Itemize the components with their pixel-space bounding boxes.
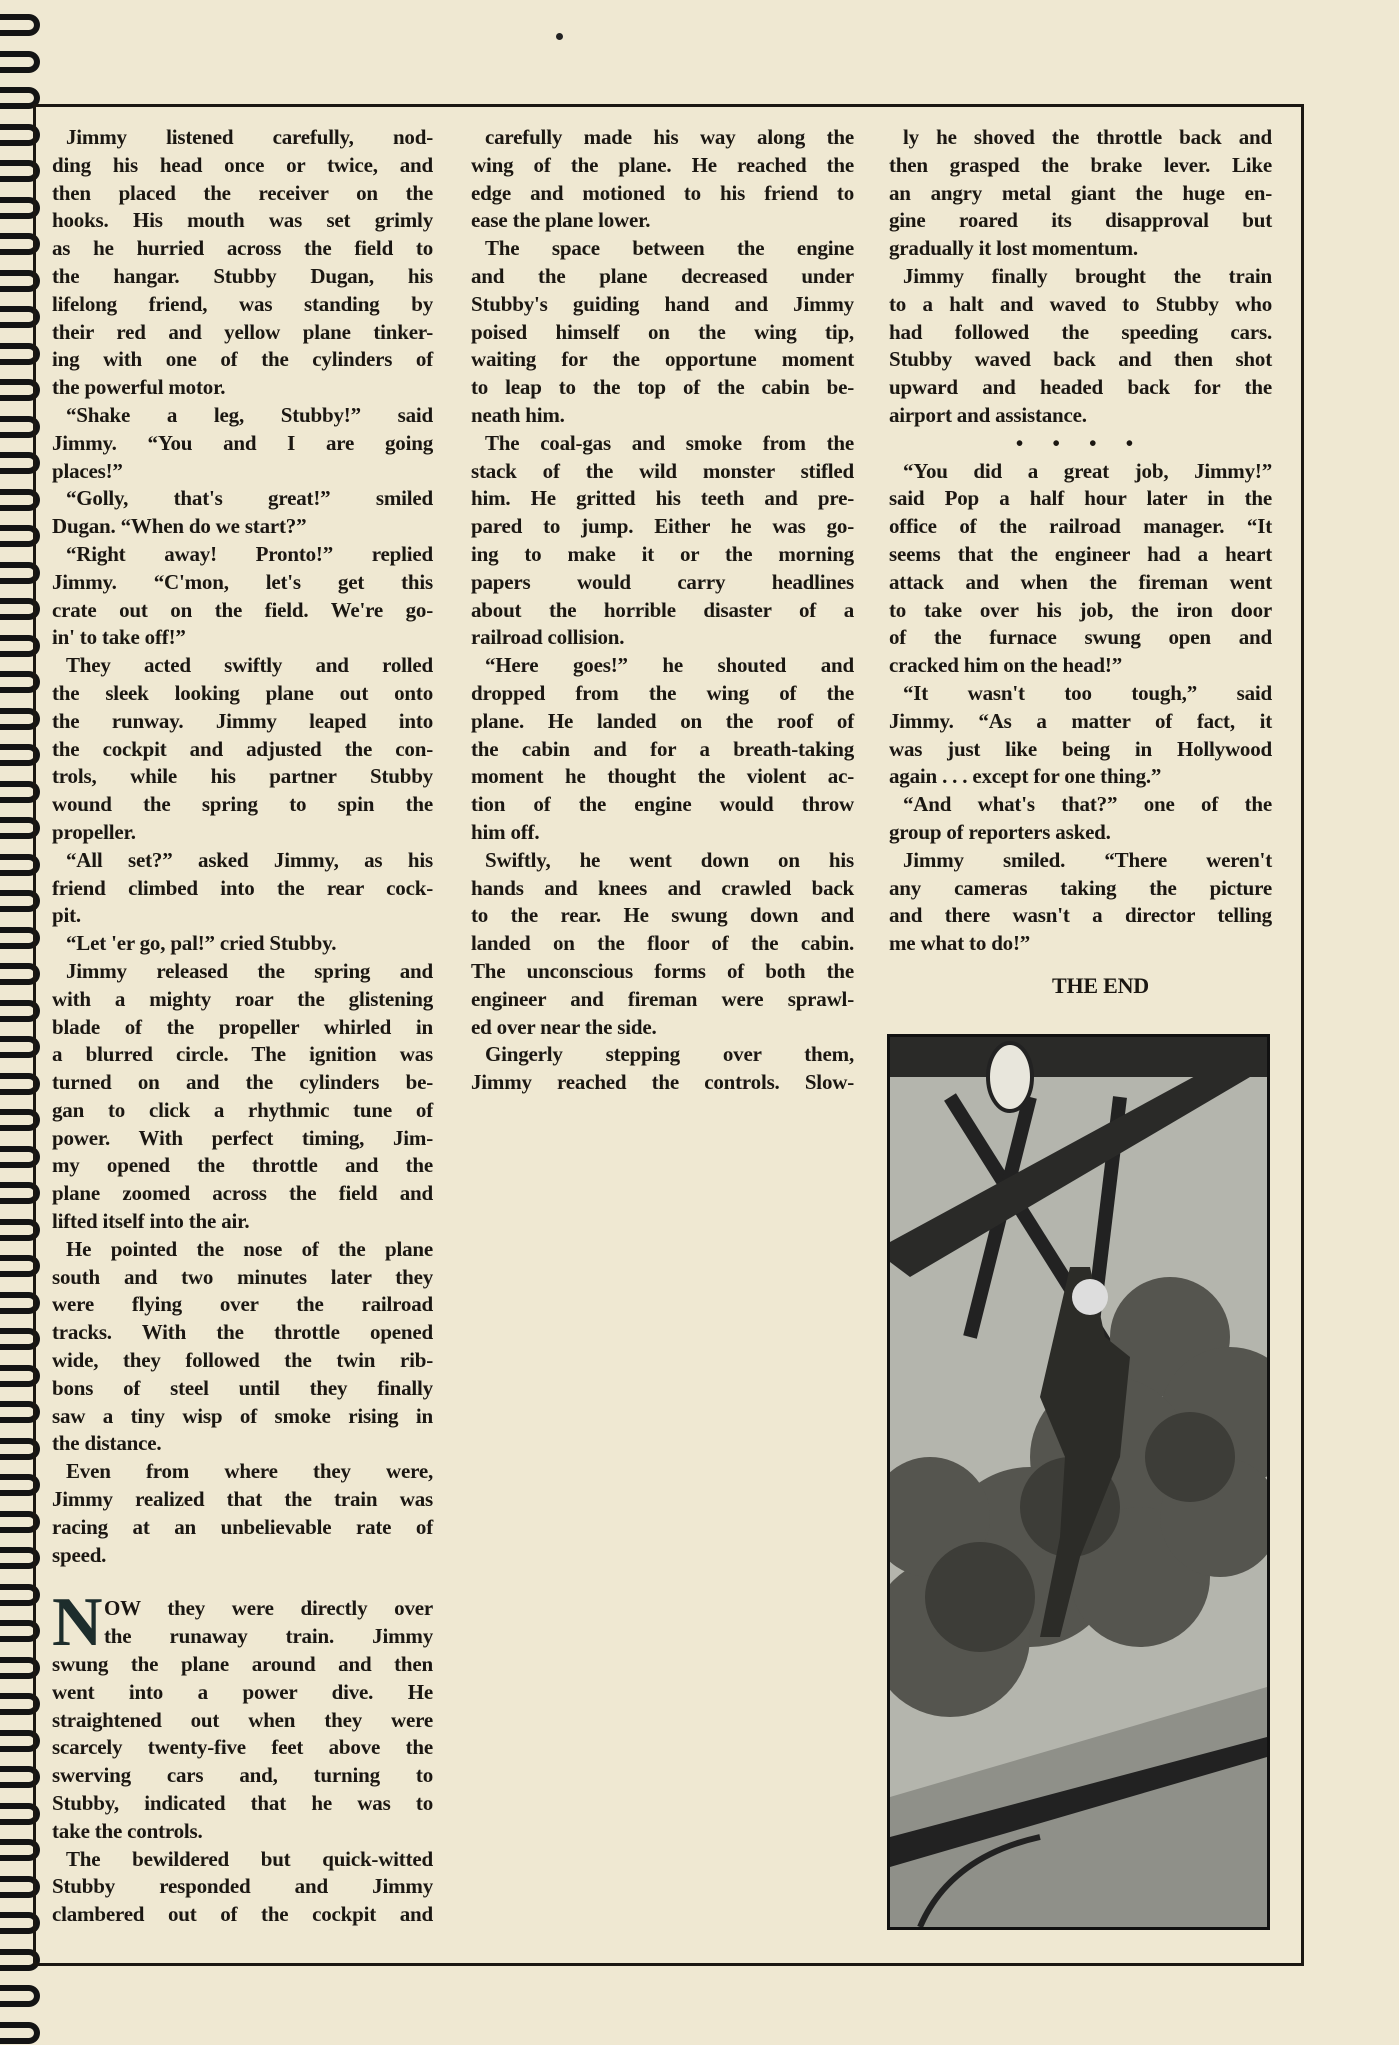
paragraph-with-drop-cap — [52, 1584, 433, 1845]
text-line: bons of steel until they finally — [52, 1375, 433, 1400]
text-line: plane. He landed on the roof of — [471, 708, 854, 733]
paragraph — [471, 652, 854, 847]
text-line: lifelong friend, was standing by — [52, 291, 433, 316]
text-line: Stubby's guiding hand and Jimmy — [471, 291, 854, 316]
text-line: plane zoomed across the field and — [52, 1181, 433, 1206]
text-line: Jimmy released the spring and — [66, 958, 433, 983]
text-line: The coal-gas and smoke from the — [485, 430, 854, 455]
text-line: “All set?” asked Jimmy, as his — [66, 847, 433, 872]
text-line: racing at an unbelievable rate of — [52, 1514, 433, 1539]
text-line: pared to jump. Either he was go- — [471, 514, 854, 539]
text-line: OW they were directly over — [104, 1596, 433, 1621]
text-line: ease the plane lower. — [471, 208, 651, 233]
paragraph — [52, 124, 433, 402]
text-line: seems that the engineer had a heart — [889, 541, 1272, 566]
text-line: engineer and fireman were sprawl- — [471, 986, 854, 1011]
text-line: Jimmy. “C'mon, let's get this — [52, 569, 433, 594]
text-line: was just like being in Hollywood — [889, 736, 1272, 761]
text-line: the distance. — [52, 1431, 162, 1456]
text-line: gradually it lost momentum. — [889, 236, 1138, 261]
text-line: then placed the receiver on the — [52, 180, 433, 205]
text-line: the cabin and for a breath-taking — [471, 736, 854, 761]
text-line: “It wasn't too tough,” said — [903, 680, 1272, 705]
text-line: The unconscious forms of both the — [471, 958, 854, 983]
text-line: attack and when the fireman went — [889, 569, 1272, 594]
paragraph — [52, 1846, 433, 1929]
text-line: went into a power dive. He — [52, 1679, 433, 1704]
text-line: Jimmy. “You and I are going — [52, 430, 433, 455]
text-line: had followed the speeding cars. — [889, 319, 1272, 344]
text-line: scarcely twenty-five feet above the — [52, 1735, 433, 1760]
text-line: tracks. With the throttle opened — [52, 1320, 433, 1345]
text-column-1 — [52, 124, 433, 1929]
text-line: The space between the engine — [485, 236, 854, 261]
text-line: wing of the plane. He reached the — [471, 152, 854, 177]
text-line: an angry metal giant the huge en- — [889, 180, 1272, 205]
text-line: propeller. — [52, 819, 136, 844]
text-line: said Pop a half hour later in the — [889, 486, 1272, 511]
text-line: my opened the throttle and the — [52, 1153, 433, 1178]
text-line: Stubby responded and Jimmy — [52, 1874, 433, 1899]
text-line: with a mighty roar the glistening — [52, 986, 433, 1011]
text-line: in' to take off!” — [52, 625, 186, 650]
text-line: They acted swiftly and rolled — [66, 653, 433, 678]
text-line: gine roared its disapproval but — [889, 208, 1272, 233]
text-line: ed over near the side. — [471, 1014, 657, 1039]
text-line: cracked him on the head!” — [889, 653, 1122, 678]
text-line: turned on and the cylinders be- — [52, 1070, 433, 1095]
text-line: group of reporters asked. — [889, 819, 1111, 844]
text-line: trols, while his partner Stubby — [52, 764, 433, 789]
text-line: saw a tiny wisp of smoke rising in — [52, 1403, 433, 1428]
paragraph — [52, 930, 433, 958]
paragraph — [52, 485, 433, 541]
text-line: straightened out when they were — [52, 1707, 433, 1732]
paragraph — [889, 680, 1272, 791]
text-line: friend climbed into the rear cock- — [52, 875, 433, 900]
text-line: Even from where they were, — [66, 1459, 433, 1484]
text-line: me what to do!” — [889, 931, 1031, 956]
paragraph — [471, 1041, 854, 1097]
text-line: waiting for the opportune moment — [471, 347, 854, 372]
text-line: and the plane decreased under — [471, 263, 854, 288]
paragraph — [52, 958, 433, 1236]
text-line: the cockpit and adjusted the con- — [52, 736, 433, 761]
paragraph — [52, 1458, 433, 1569]
text-line: swung the plane around and then — [52, 1652, 433, 1677]
text-line: lifted itself into the air. — [52, 1209, 250, 1234]
text-line: take the controls. — [52, 1818, 203, 1843]
paragraph — [471, 430, 854, 652]
text-line: the powerful motor. — [52, 375, 226, 400]
text-line: Jimmy smiled. “There weren't — [903, 847, 1272, 872]
text-line: to a halt and waved to Stubby who — [889, 291, 1272, 316]
text-line: landed on the floor of the cabin. — [471, 931, 854, 956]
text-line: Jimmy realized that the train was — [52, 1487, 433, 1512]
text-line: Jimmy. “As a matter of fact, it — [889, 708, 1272, 733]
text-line: He pointed the nose of the plane — [66, 1236, 433, 1261]
text-line: the runaway train. Jimmy — [104, 1624, 433, 1649]
text-line: wound the spring to spin the — [52, 792, 433, 817]
text-line: dropped from the wing of the — [471, 680, 854, 705]
section-break-dots: • • • • — [1015, 430, 1146, 455]
text-line: as he hurried across the field to — [52, 236, 433, 261]
text-line: “You did a great job, Jimmy!” — [903, 458, 1272, 483]
text-line: “Right away! Pronto!” replied — [66, 541, 433, 566]
text-line: then grasped the brake lever. Like — [889, 152, 1272, 177]
text-line: the runway. Jimmy leaped into — [52, 708, 433, 733]
text-line: Stubby, indicated that he was to — [52, 1791, 433, 1816]
text-line: carefully made his way along the — [485, 125, 854, 149]
text-line: the sleek looking plane out onto — [52, 680, 433, 705]
text-line: crate out on the field. We're go- — [52, 597, 433, 622]
text-line: tion of the engine would throw — [471, 792, 854, 817]
text-line: hooks. His mouth was set grimly — [52, 208, 433, 233]
text-line: the hangar. Stubby Dugan, his — [52, 263, 433, 288]
text-line: railroad collision. — [471, 625, 625, 650]
spiral-ring — [0, 1985, 40, 2007]
text-line: Swiftly, he went down on his — [485, 847, 854, 872]
text-line: “Shake a leg, Stubby!” said — [66, 402, 433, 427]
text-line: clambered out of the cockpit and — [52, 1902, 433, 1927]
paragraph — [889, 124, 1272, 263]
text-line: Stubby waved back and then shot — [889, 347, 1272, 372]
text-line: neath him. — [471, 402, 565, 427]
paragraph — [471, 847, 854, 1042]
text-line: places!” — [52, 458, 123, 483]
text-line: ing with one of the cylinders of — [52, 347, 433, 372]
paragraph — [52, 652, 433, 847]
text-line: ly he shoved the throttle back and — [903, 125, 1272, 149]
text-line: blade of the propeller whirled in — [52, 1014, 433, 1039]
text-line: stack of the wild monster stifled — [471, 458, 854, 483]
text-line: office of the railroad manager. “It — [889, 514, 1272, 539]
drop-cap: N — [52, 1584, 103, 1662]
text-line: wide, they followed the twin rib- — [52, 1348, 433, 1373]
text-line: about the horrible disaster of a — [471, 597, 854, 622]
text-line: to the rear. He swung down and — [471, 903, 854, 928]
text-line: him. He gritted his teeth and pre- — [471, 486, 854, 511]
text-column-2 — [471, 124, 854, 1097]
illustration-jimmy-leaping-from-plane-wing — [887, 1034, 1270, 1930]
text-line: poised himself on the wing tip, — [471, 319, 854, 344]
text-line: upward and headed back for the — [889, 375, 1272, 400]
spiral-ring — [0, 14, 40, 36]
text-line: Gingerly stepping over them, — [485, 1042, 854, 1067]
text-line: ding his head once or twice, and — [52, 152, 433, 177]
text-column-3 — [889, 124, 1272, 1000]
text-line: “And what's that?” one of the — [903, 792, 1272, 817]
text-line: of the furnace swung open and — [889, 625, 1272, 650]
paragraph — [889, 458, 1272, 680]
text-line: any cameras taking the picture — [889, 875, 1272, 900]
text-line: ing to make it or the morning — [471, 541, 854, 566]
text-line: to leap to the top of the cabin be- — [471, 375, 854, 400]
text-line: swerving cars and, turning to — [52, 1763, 433, 1788]
spiral-ring — [0, 51, 40, 73]
text-line: airport and assistance. — [889, 402, 1087, 427]
paragraph — [52, 1236, 433, 1458]
text-line: “Golly, that's great!” smiled — [66, 486, 433, 511]
text-line: “Here goes!” he shouted and — [485, 653, 854, 678]
text-line: power. With perfect timing, Jim- — [52, 1125, 433, 1150]
paragraph — [889, 791, 1272, 847]
text-line: hands and knees and crawled back — [471, 875, 854, 900]
spiral-ring — [0, 2022, 40, 2044]
illustration-art — [890, 1037, 1267, 1927]
page-mark — [556, 33, 563, 40]
the-end-label: THE END — [1051, 972, 1149, 998]
paragraph — [889, 847, 1272, 958]
text-line: gan to click a rhythmic tune of — [52, 1097, 433, 1122]
paragraph — [471, 235, 854, 430]
text-line: papers would carry headlines — [471, 569, 854, 594]
text-line: pit. — [52, 903, 81, 928]
paragraph — [52, 541, 433, 652]
text-line: their red and yellow plane tinker- — [52, 319, 433, 344]
paragraph — [52, 847, 433, 930]
text-line: a blurred circle. The ignition was — [52, 1042, 433, 1067]
text-line: Jimmy finally brought the train — [903, 263, 1272, 288]
text-line: south and two minutes later they — [52, 1264, 433, 1289]
text-line: him off. — [471, 819, 540, 844]
text-line: Dugan. “When do we start?” — [52, 514, 307, 539]
text-line: The bewildered but quick-witted — [66, 1846, 433, 1871]
text-line: moment he thought the violent ac- — [471, 764, 854, 789]
text-line: “Let 'er go, pal!” cried Stubby. — [66, 931, 337, 956]
paragraph — [471, 124, 854, 235]
text-line: again . . . except for one thing.” — [889, 764, 1162, 789]
text-line: speed. — [52, 1542, 107, 1567]
text-line: Jimmy reached the controls. Slow- — [471, 1070, 854, 1095]
paragraph — [52, 402, 433, 485]
paragraph — [889, 263, 1272, 430]
text-line: and there wasn't a director telling — [889, 903, 1272, 928]
text-line: were flying over the railroad — [52, 1292, 433, 1317]
text-line: Jimmy listened carefully, nod- — [66, 125, 433, 149]
text-line: to take over his job, the iron door — [889, 597, 1272, 622]
text-line: edge and motioned to his friend to — [471, 180, 854, 205]
